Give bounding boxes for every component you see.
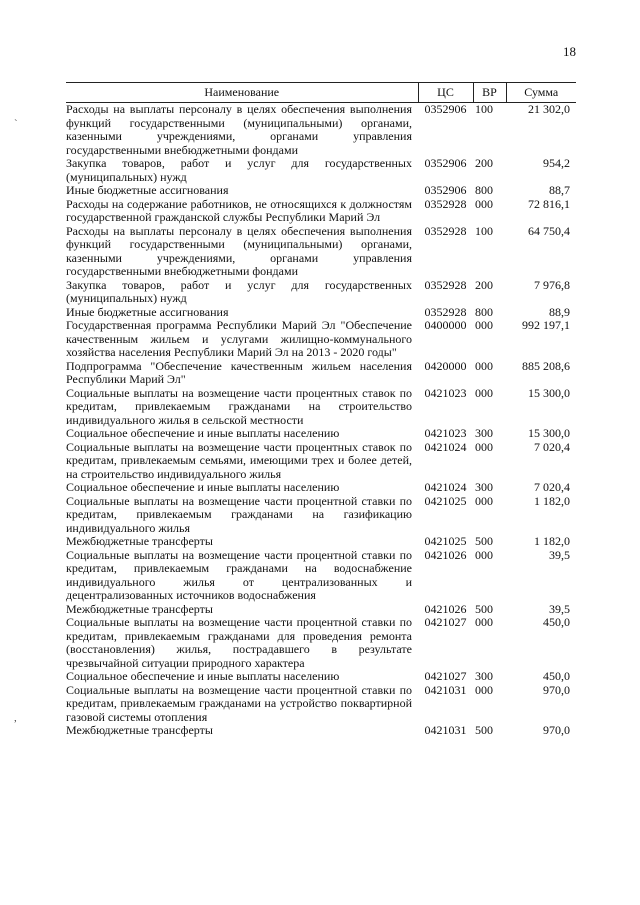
table-row	[66, 184, 576, 198]
row-cs-code: 0352928	[424, 196, 467, 211]
row-cs-code: 0421027	[424, 669, 467, 683]
row-vr-code: 000	[475, 385, 493, 400]
column-header-cs: ЦС	[418, 83, 473, 103]
row-sum: 39,5	[549, 601, 570, 616]
table-row	[66, 549, 576, 603]
row-vr-code: 500	[475, 723, 493, 737]
row-sum: 88,9	[549, 304, 570, 319]
row-vr-code: 000	[475, 682, 493, 697]
row-vr-code: 000	[475, 493, 493, 508]
row-sum: 954,2	[543, 156, 570, 170]
row-cs-code: 0421026	[424, 547, 467, 562]
table-row	[66, 319, 576, 360]
row-name: Социальные выплаты на возмещение части процентной ставки по кредитам, привлекаемым гражданами на устройство поквартирной газовой системы отопления	[66, 682, 412, 724]
row-name: Социальное обеспечение и иные выплаты населению	[66, 669, 340, 683]
row-name: Расходы на содержание работников, не относящихся к должностям государственной гражданской службы Республики Марий Эл	[66, 196, 412, 224]
row-name: Расходы на выплаты персоналу в целях обеспечения выполнения функций государственными (муниципальными) органами, казенными учреждениями, органами управления государственными внебюджетными фондами	[66, 102, 412, 157]
table-row	[66, 481, 576, 495]
table-row	[66, 441, 576, 482]
row-cs-code: 0352906	[424, 183, 467, 197]
row-sum: 885 208,6	[522, 358, 570, 373]
table-row	[66, 535, 576, 549]
table-row	[66, 495, 576, 536]
row-vr-code: 100	[475, 223, 493, 238]
table-row	[66, 157, 576, 184]
table-row	[66, 684, 576, 725]
row-vr-code: 000	[475, 439, 493, 454]
row-name: Межбюджетные трансферты	[66, 601, 213, 616]
row-name: Социальные выплаты на возмещение части процентных ставок по кредитам, привлекаемым семьями, имеющими трех и более детей, на строительство индивидуального жилья	[66, 439, 412, 481]
row-vr-code: 300	[475, 426, 493, 440]
table-row	[66, 306, 576, 320]
row-sum: 88,7	[549, 183, 570, 197]
row-sum: 450,0	[543, 669, 570, 683]
row-cs-code: 0352928	[424, 277, 467, 292]
row-vr-code: 300	[475, 480, 493, 494]
row-vr-code: 800	[475, 183, 493, 197]
row-cs-code: 0421026	[424, 601, 467, 616]
row-cs-code: 0421027	[424, 615, 467, 629]
row-sum: 970,0	[543, 682, 570, 697]
row-vr-code: 000	[475, 196, 493, 211]
row-sum: 7 020,4	[534, 480, 570, 494]
row-vr-code: 100	[475, 102, 493, 116]
row-cs-code: 0420000	[424, 358, 467, 373]
row-sum: 7 020,4	[534, 439, 570, 454]
row-vr-code: 300	[475, 669, 493, 683]
row-cs-code: 0421031	[424, 723, 467, 737]
row-cs-code: 0421031	[424, 682, 467, 697]
row-cs-code: 0352906	[424, 102, 467, 116]
row-name: Социальное обеспечение и иные выплаты населению	[66, 426, 340, 440]
row-cs-code: 0421023	[424, 426, 467, 440]
row-name: Социальные выплаты на возмещение части процентной ставки по кредитам, привлекаемым гражданами для проведения ремонта (восстановления) жилья, пострадавшего в результате чрезвычайной ситуации природного характера	[66, 615, 412, 670]
row-name: Межбюджетные трансферты	[66, 723, 213, 737]
budget-table	[66, 82, 576, 738]
row-vr-code: 000	[475, 318, 493, 332]
row-vr-code: 000	[475, 547, 493, 562]
row-sum: 1 182,0	[534, 534, 570, 548]
budget-table-container	[66, 82, 576, 738]
table-row	[66, 360, 576, 387]
row-cs-code: 0400000	[424, 318, 467, 332]
row-vr-code: 200	[475, 277, 493, 292]
row-sum: 15 300,0	[528, 426, 570, 440]
row-vr-code: 500	[475, 534, 493, 548]
row-name: Закупка товаров, работ и услуг для государственных (муниципальных) нужд	[66, 156, 412, 184]
row-sum: 450,0	[543, 615, 570, 629]
row-name: Межбюджетные трансферты	[66, 534, 213, 548]
table-body	[66, 103, 576, 738]
table-row	[66, 387, 576, 428]
row-cs-code: 0421025	[424, 493, 467, 508]
row-cs-code: 0421024	[424, 480, 467, 494]
row-name: Закупка товаров, работ и услуг для государственных (муниципальных) нужд	[66, 277, 412, 305]
row-name: Иные бюджетные ассигнования	[66, 183, 229, 197]
row-vr-code: 500	[475, 601, 493, 616]
row-sum: 7 976,8	[534, 277, 570, 292]
row-cs-code: 0352928	[424, 223, 467, 238]
page-number: 18	[563, 44, 576, 59]
table-row	[66, 670, 576, 684]
row-vr-code: 200	[475, 156, 493, 170]
table-row	[66, 724, 576, 738]
row-cs-code: 0352906	[424, 156, 467, 170]
row-name: Подпрограмма "Обеспечение качественным жильем населения Республики Марий Эл"	[66, 358, 412, 386]
row-sum: 1 182,0	[534, 493, 570, 508]
row-sum: 39,5	[549, 547, 570, 562]
row-sum: 970,0	[543, 723, 570, 737]
row-name: Государственная программа Республики Марий Эл "Обеспечение качественным жильем и услугами жилищно-коммунального хозяйства населения Республики Марий Эл на 2013 - 2020 годы"	[66, 318, 412, 359]
row-cs-code: 0421025	[424, 534, 467, 548]
row-name: Социальные выплаты на возмещение части процентной ставки по кредитам, привлекаемым гражданами на водоснабжение индивидуального жилья от централизованных и децентрализованных источников водоснабжения	[66, 547, 412, 602]
table-row	[66, 603, 576, 617]
row-name: Социальное обеспечение и иные выплаты населению	[66, 480, 340, 494]
row-name: Социальные выплаты на возмещение части процентных ставок по кредитам, привлекаемым гражданами на строительство индивидуального жилья в сельской местности	[66, 385, 412, 427]
row-name: Расходы на выплаты персоналу в целях обеспечения выполнения функций государственными (муниципальными) органами, казенными учреждениями, органами управления государственными внебюджетными фондами	[66, 223, 412, 278]
column-header-vr: ВР	[473, 83, 506, 103]
row-sum: 992 197,1	[522, 318, 570, 332]
row-vr-code: 000	[475, 615, 493, 629]
row-name: Иные бюджетные ассигнования	[66, 304, 229, 319]
row-cs-code: 0421023	[424, 385, 467, 400]
column-header-name: Наименование	[66, 83, 418, 103]
table-row	[66, 427, 576, 441]
row-sum: 64 750,4	[528, 223, 570, 238]
row-name: Социальные выплаты на возмещение части процентной ставки по кредитам, привлекаемым гражданами на газификацию индивидуального жилья	[66, 493, 412, 535]
table-row	[66, 103, 576, 158]
table-row	[66, 225, 576, 279]
row-sum: 15 300,0	[528, 385, 570, 400]
row-sum: 72 816,1	[528, 196, 570, 211]
table-row	[66, 616, 576, 670]
scan-mark: `	[14, 118, 18, 130]
row-vr-code: 800	[475, 304, 493, 319]
row-sum: 21 302,0	[528, 102, 570, 116]
row-cs-code: 0352928	[424, 304, 467, 319]
row-cs-code: 0421024	[424, 439, 467, 454]
column-header-sum: Сумма	[506, 83, 576, 103]
row-vr-code: 000	[475, 358, 493, 373]
table-header-row	[66, 83, 576, 103]
table-row	[66, 198, 576, 225]
scan-mark: ,	[14, 712, 17, 724]
table-row	[66, 279, 576, 306]
